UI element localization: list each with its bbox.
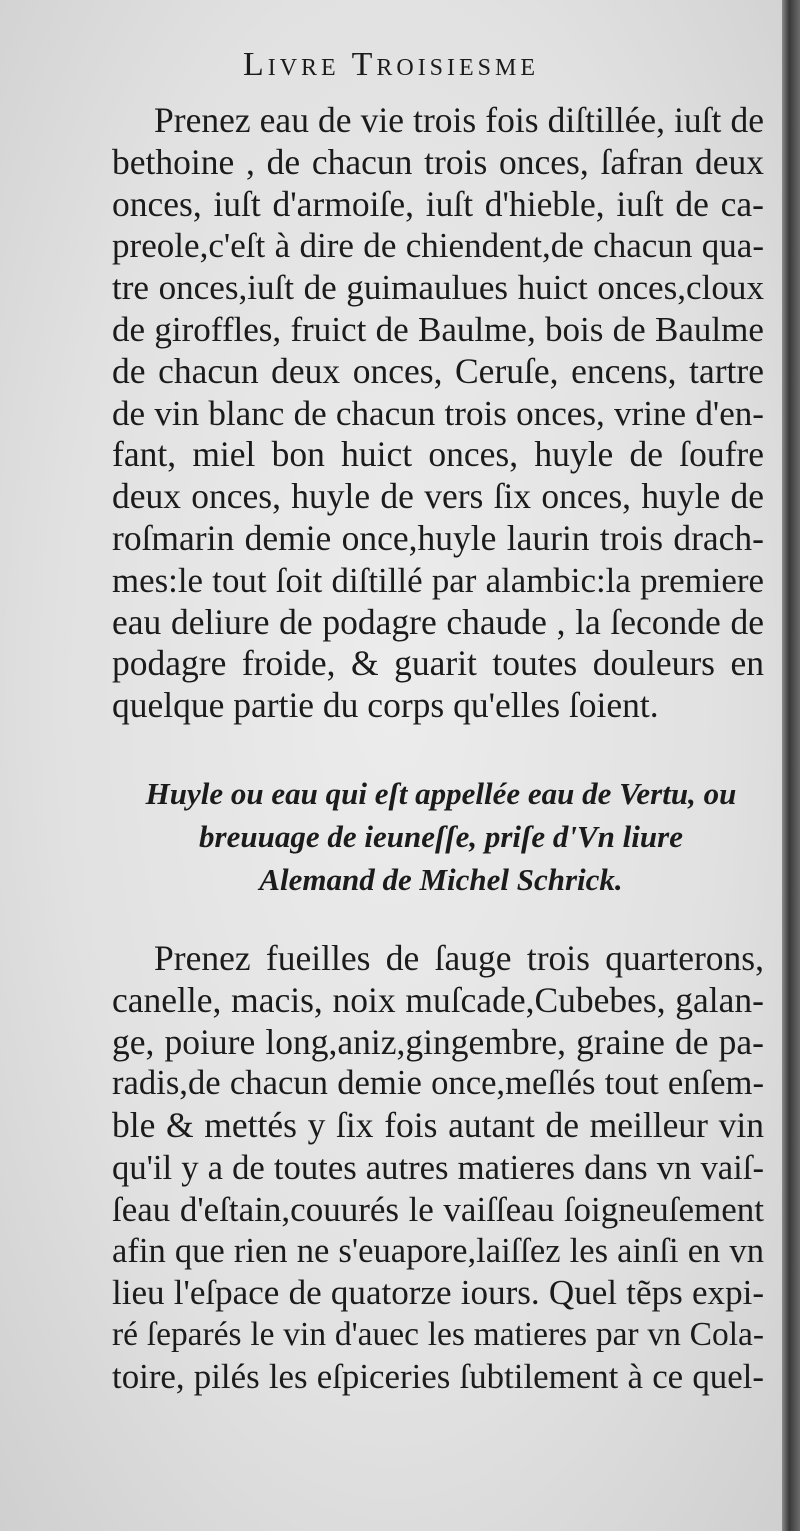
text-line: Prenez eau de vie trois fois diſtillée, iuſt de (154, 100, 764, 140)
text-line: ré ſeparés le vin d'auec les matieres par vn Cola- (112, 1316, 764, 1354)
section-heading (100, 772, 782, 901)
text-line: mes:le tout ſoit diſtillé par alambic:la premiere (112, 560, 764, 600)
heading-line: Huyle ou eau qui eſt appellée eau de Vertu, ou (145, 776, 737, 811)
text-line: preole,c'eſt à dire de chiendent,de chacun qua- (112, 226, 764, 266)
text-line: bethoine , de chacun trois onces, ſafran deux (112, 141, 764, 182)
recipe-paragraph-2 (112, 938, 764, 1398)
recipe-paragraph-1 (112, 100, 764, 727)
text-line: quelque partie du corps qu'elles ſoient. (112, 685, 659, 726)
text-line: radis,de chacun demie once,meſlés tout enſem- (112, 1064, 764, 1103)
text-line: fant, miel bon huict onces, huyle de ſoufre (112, 434, 764, 475)
text-line: toire, pilés les eſpiceries ſubtilement à ce quel- (112, 1356, 764, 1396)
text-line: de vin blanc de chacun trois onces, vrine d'en- (112, 393, 764, 433)
text-line: podagre froide, & guarit toutes douleurs en (112, 643, 764, 684)
text-line: eau deliure de podagre chaude , la ſeconde de (112, 601, 764, 642)
running-header: Livre Troisiesme (242, 46, 540, 83)
text-line: tre onces,iuſt de guimaulues huict onces,cloux (112, 268, 764, 308)
text-line: ble & mettés y ſix fois autant de meilleur vin (112, 1105, 764, 1146)
text-line: ge, poiure long,aniz,gingembre, graine de pa- (112, 1021, 764, 1062)
text-line: de chacun deux onces, Ceruſe, encens, tartre (112, 350, 764, 391)
text-line: onces, iuſt d'armoiſe, iuſt d'hieble, iuſt de ca- (112, 183, 764, 224)
text-line: qu'il y a de toutes autres matieres dans vn vaiſ- (112, 1147, 764, 1187)
text-line: de giroffles, fruict de Baulme, bois de Baulme (112, 309, 764, 349)
text-line: ſeau d'eſtain,couurés le vaiſſeau ſoigneuſement (112, 1189, 764, 1229)
text-line: Prenez fueilles de ſauge trois quarterons, (154, 938, 764, 978)
text-line: afin que rien ne s'euapore,laiſſez les ainſi en vn (112, 1231, 764, 1270)
page-gutter (782, 0, 800, 1531)
heading-line: Alemand de Michel Schrick. (259, 862, 623, 897)
text-line: canelle, macis, noix muſcade,Cubebes, galan- (112, 979, 764, 1020)
text-line: roſmarin demie once,huyle laurin trois drach- (112, 517, 764, 558)
heading-line: breuuage de ieuneſſe, priſe d'Vn liure (199, 819, 683, 854)
text-line: lieu l'eſpace de quatorze iours. Quel tẽps expi- (112, 1273, 764, 1313)
text-line: deux onces, huyle de vers ſix onces, huyle de (112, 476, 764, 517)
